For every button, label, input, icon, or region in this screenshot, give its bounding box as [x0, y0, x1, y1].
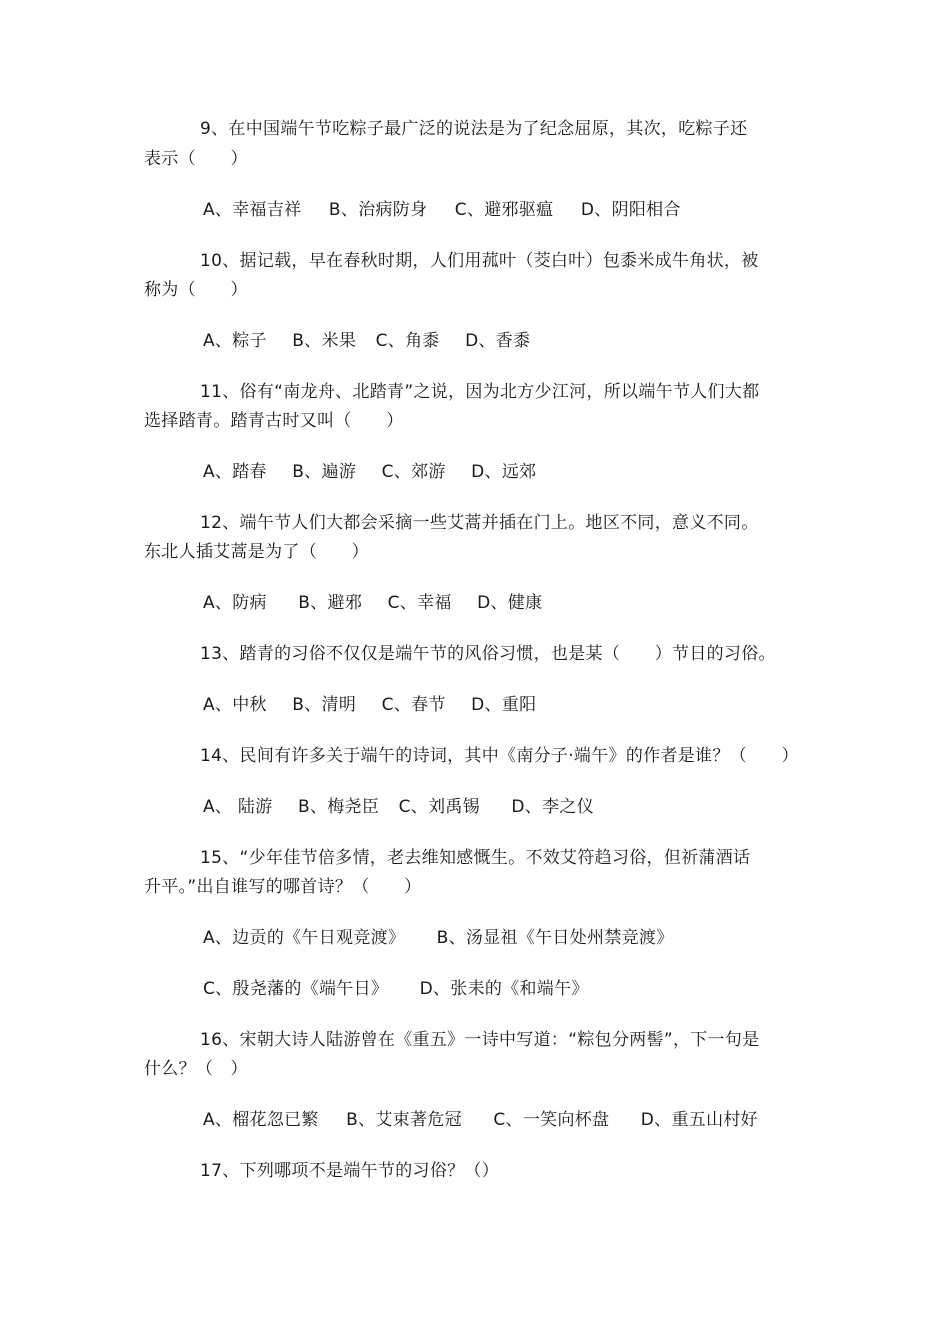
question-9-stem-line1: 9、在中国端午节吃粽子最广泛的说法是为了纪念屈原，其次，吃粽子还 — [200, 119, 748, 139]
option-b: B、梅尧臣 — [297, 797, 380, 817]
question-11-stem-line1: 11、俗有“南龙舟、北踏青”之说，因为北方少江河，所以端午节人们大都 — [200, 382, 760, 402]
option-d: D、张耒的《和端午》 — [419, 979, 589, 999]
question-13-options — [203, 694, 536, 716]
question-13-stem-line1: 13、踏青的习俗不仅仅是端午节的风俗习惯，也是某（ ）节日的习俗。 — [200, 644, 776, 664]
option-a: A、榴花忽已繁 — [203, 1110, 319, 1130]
question-10-stem-line2: 称为（ ） — [144, 280, 248, 300]
option-a: A、中秋 — [203, 695, 267, 715]
question-12-stem-line2: 东北人插艾蒿是为了（ ） — [144, 542, 369, 562]
option-c: C、一笑向杯盘 — [493, 1110, 610, 1130]
option-a: A、 陆游 — [203, 797, 273, 817]
option-b: B、避邪 — [298, 593, 363, 613]
option-d: D、重五山村好 — [640, 1110, 758, 1130]
question-15-options-row1 — [203, 927, 674, 949]
option-c: C、幸福 — [387, 593, 452, 613]
option-c: C、殷尧藩的《端午日》 — [203, 979, 389, 999]
option-a: A、防病 — [203, 593, 267, 613]
question-15-options-row2 — [203, 978, 589, 1000]
question-9-stem-line2: 表示（ ） — [144, 149, 248, 169]
option-d: D、李之仪 — [511, 797, 594, 817]
question-15-stem-line1: 15、“少年佳节倍多情，老去维知感慨生。不效艾符趋习俗，但祈蒲酒话 — [200, 848, 751, 868]
question-14-stem-line1: 14、民间有许多关于端午的诗词，其中《南分子·端午》的作者是谁？（ ） — [200, 746, 799, 766]
question-16-stem-line2: 什么？（ ） — [144, 1059, 248, 1079]
question-17-stem-line1: 17、下列哪项不是端午节的习俗？（） — [200, 1161, 500, 1181]
option-a: A、踏春 — [203, 462, 267, 482]
option-a: A、边贡的《午日观竞渡》 — [203, 928, 406, 948]
question-11-options — [203, 461, 536, 483]
option-b: B、遍游 — [292, 462, 357, 482]
question-11-stem-line2: 选择踏青。踏青古时又叫（ ） — [144, 411, 404, 431]
question-16-stem-line1: 16、宋朝大诗人陆游曾在《重五》一诗中写道：“粽包分两髻”，下一句是 — [200, 1030, 760, 1050]
option-d: D、远郊 — [471, 462, 537, 482]
option-b: B、清明 — [292, 695, 357, 715]
question-12-options — [203, 592, 542, 614]
question-12-stem-line1: 12、端午节人们大都会采摘一些艾蒿并插在门上。地区不同，意义不同。 — [200, 513, 759, 533]
option-d: D、阴阳相合 — [580, 200, 681, 220]
question-9-options — [203, 199, 681, 221]
question-10-stem-line1: 10、据记载，早在春秋时期，人们用菰叶（茭白叶）包黍米成牛角状，被 — [200, 251, 759, 271]
question-16-options — [203, 1109, 758, 1131]
option-a: A、粽子 — [203, 331, 267, 351]
option-b: B、艾束著危冠 — [346, 1110, 462, 1130]
option-c: C、刘禹锡 — [398, 797, 480, 817]
option-a: A、幸福吉祥 — [203, 200, 302, 220]
option-c: C、郊游 — [381, 462, 446, 482]
option-c: C、春节 — [381, 695, 446, 715]
option-d: D、重阳 — [471, 695, 537, 715]
question-10-options — [203, 330, 530, 352]
option-b: B、米果 — [292, 331, 357, 351]
option-b: B、汤显祖《午日处州禁竞渡》 — [436, 928, 674, 948]
option-b: B、治病防身 — [328, 200, 428, 220]
option-c: C、角黍 — [375, 331, 440, 351]
option-d: D、香黍 — [465, 331, 531, 351]
option-c: C、避邪驱瘟 — [454, 200, 554, 220]
option-d: D、健康 — [477, 593, 543, 613]
question-14-options — [203, 796, 594, 818]
question-15-stem-line2: 升平。”出自谁写的哪首诗？（ ） — [144, 877, 422, 897]
